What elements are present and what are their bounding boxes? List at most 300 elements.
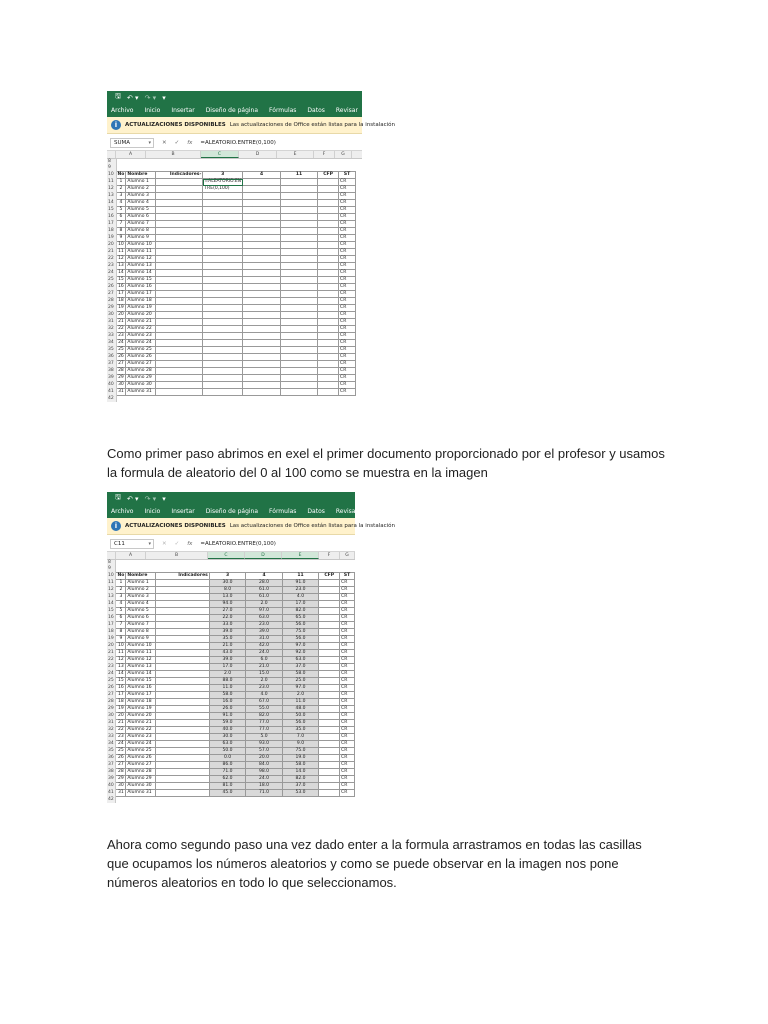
cell-e[interactable] [281, 235, 318, 242]
cell-c[interactable]: 21.0 [209, 643, 245, 650]
row-header[interactable]: 37 [107, 361, 116, 368]
cell-no[interactable]: 13 [116, 664, 126, 671]
row-header[interactable]: 14 [107, 601, 116, 608]
cell-c[interactable]: 22.0 [209, 615, 245, 622]
cell-g[interactable]: CR [340, 692, 355, 699]
cell-nombre[interactable]: Alumno 27 [126, 762, 156, 769]
cell-d[interactable]: 20.0 [246, 755, 282, 762]
cell-d[interactable] [243, 284, 281, 291]
cell-c[interactable] [203, 333, 243, 340]
header-f[interactable]: CFP [318, 172, 339, 179]
cell-d[interactable]: 2.0 [246, 678, 282, 685]
cell-nombre[interactable]: Alumno 24 [126, 340, 156, 347]
column-header-f[interactable]: F [314, 151, 335, 158]
cell-e[interactable] [281, 347, 318, 354]
cell-indicadores[interactable] [156, 214, 203, 221]
name-box[interactable]: C11 ▾ [110, 539, 154, 549]
cell-nombre[interactable]: Alumno 1 [126, 580, 156, 587]
cell-c[interactable] [203, 277, 243, 284]
cell-c[interactable] [203, 249, 243, 256]
row-header[interactable]: 33 [107, 734, 116, 741]
row-header[interactable]: 11 [107, 179, 116, 186]
cell-f[interactable] [319, 769, 340, 776]
save-icon[interactable]: 🖫 [115, 493, 121, 501]
cell-indicadores[interactable] [156, 291, 203, 298]
cell-no[interactable]: 20 [116, 312, 126, 319]
header-nombre[interactable]: Nombre [126, 573, 156, 580]
cell-indicadores[interactable] [156, 263, 203, 270]
cell-indicadores[interactable] [156, 333, 203, 340]
customize-icon[interactable]: ▾ [162, 494, 166, 503]
cell-no[interactable]: 22 [116, 727, 126, 734]
cell-indicadores[interactable] [156, 601, 210, 608]
cell-nombre[interactable]: Alumno 7 [126, 221, 156, 228]
tab-6[interactable]: Revisar [335, 508, 358, 515]
cell-indicadores[interactable] [156, 594, 210, 601]
column-header-g[interactable]: G [335, 151, 352, 158]
tab-1[interactable]: Inicio [144, 508, 161, 515]
cell-c[interactable]: 91.0 [209, 713, 245, 720]
row-header[interactable]: 28 [107, 699, 116, 706]
cell-d[interactable]: 23.0 [246, 622, 282, 629]
cell-f[interactable] [319, 664, 340, 671]
cell-g[interactable]: CR [339, 298, 356, 305]
cell-e[interactable]: 56.0 [282, 622, 318, 629]
cell-e[interactable] [281, 242, 318, 249]
cell-f[interactable] [319, 671, 340, 678]
cell-no[interactable]: 25 [116, 748, 126, 755]
cell-c[interactable]: 33.0 [209, 622, 245, 629]
cell-no[interactable]: 31 [116, 389, 126, 396]
cell-no[interactable]: 23 [116, 734, 126, 741]
cell-e[interactable] [281, 228, 318, 235]
row-header[interactable]: 33 [107, 333, 116, 340]
fx-icon[interactable]: fx [187, 140, 193, 146]
tab-2[interactable]: Insertar [171, 107, 195, 114]
cell-e[interactable] [281, 375, 318, 382]
cell-f[interactable] [319, 699, 340, 706]
cell-no[interactable]: 9 [116, 636, 126, 643]
cell-g[interactable]: CR [339, 249, 356, 256]
header-indicadores[interactable]: Indicadores [156, 573, 210, 580]
cell-c[interactable]: 50.0 [209, 748, 245, 755]
cell-no[interactable]: 1 [116, 179, 126, 186]
cell-nombre[interactable]: Alumno 25 [126, 347, 156, 354]
row-header[interactable]: 8 [107, 159, 116, 165]
cell-e[interactable] [281, 200, 318, 207]
cell-d[interactable]: 77.0 [246, 720, 282, 727]
cell-d[interactable] [243, 312, 281, 319]
cell-f[interactable] [319, 685, 340, 692]
tab-6[interactable]: Revisar [335, 107, 358, 114]
cell-nombre[interactable]: Alumno 26 [126, 354, 156, 361]
cell-e[interactable] [281, 340, 318, 347]
row-header[interactable]: 36 [107, 354, 116, 361]
cell-d[interactable] [243, 333, 281, 340]
cell-d[interactable] [243, 389, 281, 396]
cell-no[interactable]: 31 [116, 790, 126, 797]
cell-c[interactable] [203, 368, 243, 375]
cell-nombre[interactable]: Alumno 15 [126, 277, 156, 284]
cell-nombre[interactable]: Alumno 11 [126, 650, 156, 657]
header-no[interactable]: No [117, 573, 125, 579]
cell-g[interactable]: CR [339, 256, 356, 263]
cell-d[interactable] [243, 221, 281, 228]
cell-c[interactable]: =ALEATORIO.EN [204, 179, 242, 185]
row-header[interactable]: 13 [107, 193, 116, 200]
cell-c[interactable]: 71.0 [209, 769, 245, 776]
row-header[interactable]: 10 [107, 573, 116, 580]
cell-no[interactable]: 14 [116, 270, 126, 277]
row-header[interactable]: 34 [107, 340, 116, 347]
cell-nombre[interactable]: Alumno 22 [126, 727, 156, 734]
cell-no[interactable]: 29 [116, 776, 126, 783]
cell-nombre[interactable]: Alumno 5 [126, 207, 156, 214]
cell-f[interactable] [318, 256, 339, 263]
cell-c[interactable]: 30.0 [209, 734, 245, 741]
row-header[interactable]: 26 [107, 685, 116, 692]
cell-e[interactable] [281, 354, 318, 361]
cell-d[interactable] [243, 361, 281, 368]
row-header[interactable]: 27 [107, 291, 116, 298]
cell-no[interactable]: 17 [116, 692, 126, 699]
cell-indicadores[interactable] [156, 748, 210, 755]
cell-indicadores[interactable] [156, 193, 203, 200]
cell-c[interactable] [203, 326, 243, 333]
cell-no[interactable]: 23 [116, 333, 126, 340]
cell-e[interactable] [281, 291, 318, 298]
cell-nombre[interactable]: Alumno 12 [126, 256, 156, 263]
cell-no[interactable]: 4 [116, 601, 126, 608]
cell-e[interactable]: 58.0 [282, 762, 318, 769]
cell-e[interactable]: 35.0 [282, 727, 318, 734]
cell-c[interactable] [203, 214, 243, 221]
row-header[interactable]: 9 [107, 165, 116, 171]
cell-f[interactable] [318, 354, 339, 361]
cell-nombre[interactable]: Alumno 29 [126, 776, 156, 783]
cell-f[interactable] [318, 291, 339, 298]
cell-nombre[interactable]: Alumno 4 [126, 200, 156, 207]
header-d[interactable]: 4 [246, 573, 282, 580]
cell-c[interactable]: 8.0 [209, 587, 245, 594]
cell-no[interactable]: 28 [116, 769, 126, 776]
cell-indicadores[interactable] [156, 790, 210, 797]
cell-e[interactable]: 25.0 [282, 678, 318, 685]
cell-d[interactable]: 21.0 [246, 664, 282, 671]
fx-icon[interactable]: fx [187, 541, 193, 547]
cell-no[interactable]: 18 [116, 298, 126, 305]
cell-f[interactable] [319, 587, 340, 594]
cell-f[interactable] [318, 319, 339, 326]
row-header[interactable]: 22 [107, 256, 116, 263]
cell-e[interactable]: 75.0 [282, 629, 318, 636]
cell-indicadores[interactable] [156, 284, 203, 291]
cell-c[interactable] [203, 200, 243, 207]
undo-icon[interactable]: ↶ ▾ [126, 494, 139, 503]
cell-d[interactable] [243, 326, 281, 333]
cell-c[interactable] [203, 207, 243, 214]
cell-g[interactable]: CR [339, 242, 356, 249]
cell-nombre[interactable]: Alumno 21 [126, 720, 156, 727]
cell-d[interactable]: 84.0 [246, 762, 282, 769]
cell-d[interactable]: 15.0 [246, 671, 282, 678]
column-header-e[interactable]: E [277, 151, 314, 158]
cell-no[interactable]: 17 [116, 291, 126, 298]
cell-indicadores[interactable] [156, 580, 210, 587]
header-g[interactable]: ST [340, 573, 355, 580]
cell-e[interactable]: 91.0 [282, 580, 318, 587]
cell[interactable] [116, 797, 126, 803]
cell-nombre[interactable]: Alumno 17 [126, 692, 156, 699]
cell-indicadores[interactable] [156, 685, 210, 692]
header-indicadores[interactable]: Indicadores- [156, 172, 203, 179]
cell-no[interactable]: 15 [116, 277, 126, 284]
cell-e[interactable]: 82.0 [282, 608, 318, 615]
cell-no[interactable]: 21 [116, 319, 126, 326]
cell-nombre[interactable]: Alumno 28 [126, 368, 156, 375]
cell-indicadores[interactable] [156, 298, 203, 305]
cell-d[interactable]: 77.0 [246, 727, 282, 734]
cell-g[interactable]: CR [339, 361, 356, 368]
cell-indicadores[interactable] [156, 207, 203, 214]
cell-d[interactable]: 18.0 [246, 783, 282, 790]
tab-1[interactable]: Inicio [144, 107, 161, 114]
cell-e[interactable]: 14.0 [282, 769, 318, 776]
cell-indicadores[interactable] [156, 235, 203, 242]
cell-g[interactable]: CR [339, 326, 356, 333]
cell[interactable] [116, 396, 126, 402]
cell-e[interactable] [281, 256, 318, 263]
cell-g[interactable]: CR [340, 587, 355, 594]
cell-c[interactable] [203, 256, 243, 263]
cell-e[interactable]: 48.0 [282, 706, 318, 713]
cell-nombre[interactable]: Alumno 8 [126, 629, 156, 636]
cell-nombre[interactable]: Alumno 6 [126, 214, 156, 221]
cell-nombre[interactable]: Alumno 31 [126, 389, 156, 396]
cell-nombre[interactable]: Alumno 6 [126, 615, 156, 622]
cell-nombre[interactable]: Alumno 31 [126, 790, 156, 797]
cell-indicadores[interactable] [156, 657, 210, 664]
cell-no[interactable]: 14 [116, 671, 126, 678]
cell[interactable] [340, 797, 355, 803]
row-header[interactable]: 39 [107, 776, 116, 783]
cell-c[interactable]: TRE(0,100) [203, 186, 243, 193]
row-header[interactable]: 19 [107, 235, 116, 242]
cell-e[interactable]: 37.0 [282, 783, 318, 790]
row-header[interactable]: 29 [107, 305, 116, 312]
cell-nombre[interactable]: Alumno 19 [126, 706, 156, 713]
column-header-c[interactable]: C [208, 552, 245, 559]
cell-nombre[interactable]: Alumno 13 [126, 263, 156, 270]
cell-d[interactable]: 42.0 [246, 643, 282, 650]
row-header[interactable]: 19 [107, 636, 116, 643]
cell-indicadores[interactable] [156, 608, 210, 615]
column-header-d[interactable]: D [245, 552, 282, 559]
cell-g[interactable]: CR [340, 727, 355, 734]
cell-f[interactable] [318, 186, 339, 193]
cell-c[interactable] [203, 284, 243, 291]
cell-f[interactable] [319, 580, 340, 587]
tab-0[interactable]: Archivo [111, 107, 134, 114]
row-header[interactable]: 22 [107, 657, 116, 664]
cell-g[interactable]: CR [339, 193, 356, 200]
row-header[interactable]: 40 [107, 783, 116, 790]
cell-c[interactable]: 17.0 [209, 664, 245, 671]
cell-c[interactable]: 2.0 [209, 671, 245, 678]
cell-indicadores[interactable] [156, 319, 203, 326]
tab-2[interactable]: Insertar [171, 508, 195, 515]
redo-icon[interactable]: ↷ ▾ [144, 494, 157, 503]
enter-icon[interactable]: ✓ [174, 140, 180, 146]
cell-f[interactable] [319, 643, 340, 650]
cell-g[interactable]: CR [339, 235, 356, 242]
cell-e[interactable] [281, 207, 318, 214]
cell-indicadores[interactable] [156, 382, 203, 389]
cell-e[interactable]: 9.0 [282, 741, 318, 748]
row-header[interactable]: 35 [107, 748, 116, 755]
cell-no[interactable]: 8 [116, 629, 126, 636]
cell-nombre[interactable]: Alumno 14 [126, 270, 156, 277]
cell-d[interactable]: 4.0 [246, 692, 282, 699]
cell-no[interactable]: 5 [116, 608, 126, 615]
row-header[interactable]: 39 [107, 375, 116, 382]
cell-f[interactable] [319, 748, 340, 755]
cell-d[interactable] [243, 319, 281, 326]
cell-e[interactable] [281, 326, 318, 333]
cell-no[interactable]: 7 [116, 221, 126, 228]
cell-f[interactable] [318, 340, 339, 347]
cell-indicadores[interactable] [156, 622, 210, 629]
cell-f[interactable] [318, 284, 339, 291]
cell-d[interactable] [243, 354, 281, 361]
cell-no[interactable]: 8 [116, 228, 126, 235]
cell-indicadores[interactable] [156, 734, 210, 741]
cell-nombre[interactable]: Alumno 21 [126, 319, 156, 326]
cell-f[interactable] [318, 326, 339, 333]
cell-nombre[interactable]: Alumno 3 [126, 193, 156, 200]
cell-c[interactable] [203, 340, 243, 347]
cell-g[interactable]: CR [340, 706, 355, 713]
cell-no[interactable]: 19 [116, 305, 126, 312]
cell-c[interactable]: 40.0 [209, 727, 245, 734]
cell-nombre[interactable]: Alumno 12 [126, 657, 156, 664]
cell-c[interactable] [203, 193, 243, 200]
cell[interactable] [209, 797, 245, 803]
cell-g[interactable]: CR [339, 333, 356, 340]
row-header[interactable]: 16 [107, 214, 116, 221]
tab-7[interactable]: Vista [368, 107, 384, 114]
cell-indicadores[interactable] [156, 587, 210, 594]
cell-nombre[interactable]: Alumno 13 [126, 664, 156, 671]
cell[interactable] [318, 396, 339, 402]
cell-g[interactable]: CR [339, 354, 356, 361]
cell-no[interactable]: 12 [116, 256, 126, 263]
cell-g[interactable]: CR [340, 594, 355, 601]
cell[interactable] [156, 396, 203, 402]
row-header[interactable]: 26 [107, 284, 116, 291]
cell-f[interactable] [318, 235, 339, 242]
row-header[interactable]: 12 [107, 587, 116, 594]
cell-g[interactable]: CR [339, 375, 356, 382]
tab-5[interactable]: Datos [307, 107, 325, 114]
cell-nombre[interactable]: Alumno 15 [126, 678, 156, 685]
cell-indicadores[interactable] [156, 629, 210, 636]
cell-indicadores[interactable] [156, 221, 203, 228]
cell-indicadores[interactable] [156, 678, 210, 685]
cell-d[interactable]: 98.0 [246, 769, 282, 776]
cell-g[interactable]: CR [340, 636, 355, 643]
header-nombre[interactable]: Nombre [126, 172, 156, 179]
cell-g[interactable]: CR [339, 312, 356, 319]
cell-g[interactable]: CR [340, 664, 355, 671]
cell-d[interactable]: 61.0 [246, 594, 282, 601]
cell-indicadores[interactable] [156, 720, 210, 727]
cell-c[interactable] [203, 354, 243, 361]
cell-e[interactable] [281, 298, 318, 305]
cell-no[interactable]: 19 [116, 706, 126, 713]
cell-c[interactable]: 30.0 [209, 580, 245, 587]
cell-indicadores[interactable] [156, 256, 203, 263]
cell-c[interactable]: 59.0 [209, 720, 245, 727]
cell-nombre[interactable]: Alumno 1 [126, 179, 156, 186]
cell-d[interactable] [243, 256, 281, 263]
cell-nombre[interactable]: Alumno 17 [126, 291, 156, 298]
cell-f[interactable] [319, 657, 340, 664]
cell-nombre[interactable]: Alumno 10 [126, 643, 156, 650]
cell-e[interactable]: 65.0 [282, 615, 318, 622]
spreadsheet-grid[interactable] [107, 560, 355, 803]
formula-input[interactable]: =ALEATORIO.ENTRE(0,100) [200, 140, 276, 146]
cell-d[interactable] [243, 186, 281, 193]
cell-indicadores[interactable] [156, 389, 203, 396]
cell-no[interactable]: 10 [116, 643, 126, 650]
cell-no[interactable]: 3 [116, 594, 126, 601]
row-header[interactable]: 42 [107, 396, 116, 402]
cell-c[interactable] [203, 312, 243, 319]
cell-no[interactable]: 10 [116, 242, 126, 249]
cell-f[interactable] [319, 727, 340, 734]
header-g[interactable]: ST [339, 172, 356, 179]
tab-0[interactable]: Archivo [111, 508, 134, 515]
row-header[interactable]: 27 [107, 692, 116, 699]
cell-g[interactable]: CR [340, 734, 355, 741]
cell-c[interactable]: 16.0 [209, 699, 245, 706]
cell-f[interactable] [319, 615, 340, 622]
row-header[interactable]: 23 [107, 664, 116, 671]
cell-d[interactable] [243, 382, 281, 389]
cell-d[interactable]: 61.0 [246, 587, 282, 594]
cell-indicadores[interactable] [156, 375, 203, 382]
cell-d[interactable] [243, 242, 281, 249]
cell-f[interactable] [319, 790, 340, 797]
cell-indicadores[interactable] [156, 186, 203, 193]
row-header[interactable]: 17 [107, 622, 116, 629]
cell-f[interactable] [319, 594, 340, 601]
cell-g[interactable]: CR [340, 699, 355, 706]
tab-3[interactable]: Diseño de página [205, 508, 259, 515]
cell-nombre[interactable]: Alumno 23 [126, 333, 156, 340]
cell-indicadores[interactable] [156, 340, 203, 347]
cell-g[interactable]: CR [339, 284, 356, 291]
cell-g[interactable]: CR [339, 179, 356, 186]
cell-nombre[interactable]: Alumno 20 [126, 713, 156, 720]
cell-f[interactable] [318, 207, 339, 214]
cell-indicadores[interactable] [156, 762, 210, 769]
cell-e[interactable] [281, 389, 318, 396]
cell-e[interactable]: 37.0 [282, 664, 318, 671]
cell-c[interactable] [203, 382, 243, 389]
row-header[interactable]: 41 [107, 790, 116, 797]
